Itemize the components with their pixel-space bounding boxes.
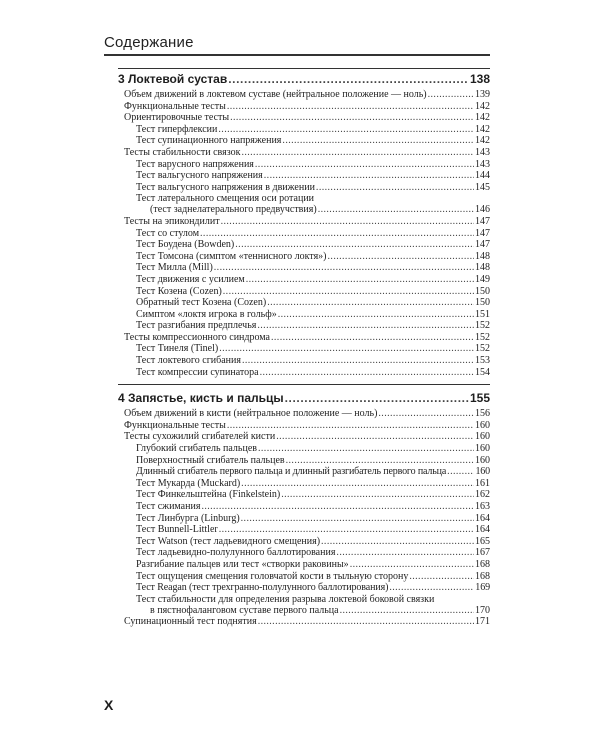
toc-entry[interactable]: [118, 320, 490, 332]
toc-entry-page: 152: [475, 320, 490, 332]
toc-entry-page: 148: [475, 250, 490, 262]
toc-entry-text: Супинационный тест поднятия: [124, 616, 257, 628]
toc-entry-text: Тест движения с усилием: [136, 273, 245, 285]
toc-entry-page: 152: [475, 343, 490, 355]
toc-entry[interactable]: [118, 478, 490, 490]
toc-entry[interactable]: [118, 239, 490, 251]
toc-entry-text: Тест со стулом: [136, 227, 200, 239]
table-of-contents: [118, 68, 490, 628]
chapter-3-top-rule: [118, 68, 490, 69]
toc-entry-multiline[interactable]: [118, 193, 490, 216]
toc-entry[interactable]: [118, 466, 490, 478]
toc-entry-page: 142: [475, 112, 490, 124]
toc-entry-text: Объем движений в кисти (нейтральное положение — ноль): [124, 408, 378, 420]
toc-entry-text: Тесты на эпикондилит: [124, 215, 220, 227]
toc-entry[interactable]: [118, 343, 490, 355]
toc-entry-page: 169: [475, 582, 490, 594]
toc-entry-page: 142: [475, 100, 490, 112]
toc-entry-text: Тест Финкельштейна (Finkelstein): [136, 489, 281, 501]
toc-entry[interactable]: [118, 170, 490, 182]
toc-entry-page: 147: [475, 227, 490, 239]
toc-entry-page: 153: [475, 355, 490, 367]
header-rule: [104, 54, 490, 56]
toc-entry-text: Тест Козена (Cozen): [136, 285, 222, 297]
toc-entry[interactable]: [118, 547, 490, 559]
toc-entry-text: Тест Bunnell-Littler: [136, 524, 218, 536]
toc-entry-page: 162: [475, 489, 490, 501]
toc-entry-page: 148: [475, 262, 490, 274]
toc-entry-page: 147: [475, 239, 490, 251]
toc-entry[interactable]: [118, 89, 490, 101]
toc-entry-text: Объем движений в локтевом суставе (нейтральное положение — ноль): [124, 89, 427, 100]
toc-entry[interactable]: [118, 420, 490, 432]
toc-entry-text: Длинный сгибатель первого пальца и длинный разгибатель первого пальца: [136, 466, 447, 478]
toc-entry[interactable]: [118, 489, 490, 501]
toc-entry-multiline[interactable]: [118, 594, 490, 617]
toc-entry-page: 161: [475, 477, 490, 489]
toc-entry-page: 146: [475, 204, 490, 216]
toc-entry[interactable]: [118, 524, 490, 536]
toc-entry-page: 160: [475, 419, 490, 431]
toc-entry[interactable]: [118, 274, 490, 286]
toc-entry-page: 156: [475, 408, 490, 420]
toc-entry[interactable]: [118, 431, 490, 443]
chapter-4-title: 4 Запястье, кисть и пальцы: [118, 391, 284, 406]
toc-entry[interactable]: [118, 135, 490, 147]
toc-entry[interactable]: [118, 501, 490, 513]
toc-entry-text: Глубокий сгибатель пальцев: [136, 443, 257, 455]
toc-entry-page: 160: [475, 443, 490, 455]
toc-entry-text-continued: (тест заднелатерального предвучствия): [150, 204, 317, 216]
toc-entry-text: Тест Боудена (Bowden): [136, 239, 235, 251]
toc-entry-text: Тесты компрессионного синдрома: [124, 331, 270, 343]
toc-entry-text: Тест локтевого сгибания: [136, 355, 241, 367]
toc-entry[interactable]: [118, 159, 490, 171]
toc-entry-page: 167: [475, 547, 490, 559]
toc-entry[interactable]: [118, 251, 490, 263]
toc-entry-text: Тест Watson (тест ладьевидного смещения): [136, 535, 321, 547]
toc-entry-page: 165: [475, 535, 490, 547]
page-header-title: Содержание: [104, 34, 194, 51]
chapter-3-page: 138: [469, 72, 490, 86]
toc-entry-text: Тест Reagan (тест трехгранно-полулунного баллотирования): [136, 582, 389, 594]
toc-entry-text: Обратный тест Козена (Cozen): [136, 297, 267, 309]
toc-entry-text: Тест Милла (Mill): [136, 262, 213, 274]
toc-entry[interactable]: [118, 332, 490, 344]
toc-entry[interactable]: [118, 216, 490, 228]
toc-entry-page: 147: [475, 215, 490, 227]
toc-entry-page: 154: [475, 366, 490, 378]
toc-entry-page: 144: [475, 170, 490, 182]
toc-entry-text: Тест варусного напряжения: [136, 158, 254, 170]
toc-entry-page: 150: [475, 297, 490, 309]
toc-entry-text: Тест Линбурга (Linburg): [136, 512, 240, 524]
toc-entry-page: 160: [475, 431, 490, 443]
toc-entry-text: Тесты сухожилий сгибателей кисти: [124, 431, 276, 443]
toc-entry-text: Тест Тинеля (Tinel): [136, 343, 219, 355]
toc-entry-page: 143: [475, 146, 490, 158]
chapter-3-title: 3 Локтевой сустав: [118, 72, 228, 86]
toc-entry-page: 168: [475, 570, 490, 582]
toc-entry[interactable]: [118, 182, 490, 194]
toc-entry-page: 160: [475, 466, 490, 478]
toc-entry-text: Тесты стабильности связок: [124, 146, 241, 158]
toc-entry-page: 164: [475, 524, 490, 536]
toc-entry-page: 160: [475, 454, 490, 466]
chapter-4-heading[interactable]: [118, 391, 490, 406]
toc-entry[interactable]: [118, 101, 490, 113]
toc-entry-text: Функциональные тесты: [124, 100, 226, 112]
toc-entry[interactable]: [118, 536, 490, 548]
toc-entry[interactable]: [118, 286, 490, 298]
toc-entry[interactable]: [118, 228, 490, 240]
chapter-4-page: 155: [469, 391, 490, 406]
toc-entry[interactable]: [118, 559, 490, 571]
toc-entry-text: Тест компрессии супинатора: [136, 366, 259, 378]
toc-entry-text: Тест ощущения смещения головчатой кости в тыльную сторону: [136, 570, 409, 582]
toc-entry-text-continued: в пястнофаланговом суставе первого пальца: [150, 604, 339, 616]
toc-entry[interactable]: [118, 147, 490, 159]
toc-entry[interactable]: [118, 124, 490, 136]
toc-entry-page: 164: [475, 512, 490, 524]
toc-entry[interactable]: [118, 262, 490, 274]
toc-entry-text: Поверхностный сгибатель пальцев: [136, 454, 285, 466]
toc-entry-page: 145: [475, 181, 490, 193]
toc-entry-page: 168: [475, 558, 490, 570]
toc-entry[interactable]: [118, 571, 490, 583]
toc-entry[interactable]: [118, 513, 490, 525]
page-number: X: [104, 697, 114, 713]
toc-entry[interactable]: [118, 408, 490, 420]
chapter-separator-rule: [118, 384, 490, 385]
toc-entry-page: 139: [475, 89, 490, 100]
toc-entry-text: Тест Мукарда (Muckard): [136, 477, 241, 489]
chapter-3-heading[interactable]: [118, 72, 490, 87]
toc-entry-text: Симптом «локтя игрока в гольф»: [136, 308, 277, 320]
toc-entry-text: Ориентировочные тесты: [124, 112, 230, 124]
toc-entry-page: 149: [475, 273, 490, 285]
toc-entry-text: Функциональные тесты: [124, 419, 226, 431]
toc-entry-page: 143: [475, 158, 490, 170]
toc-entry[interactable]: [118, 355, 490, 367]
toc-entry-page: 171: [475, 616, 490, 628]
toc-entry-text: Тест ладьевидно-полулунного баллотирования: [136, 547, 336, 559]
toc-entry-page: 150: [475, 285, 490, 297]
toc-entry-text: Тест супинационного напряжения: [136, 135, 282, 147]
toc-entry-text: Тест стабильности для определения разрыва локтевой боковой связки: [136, 593, 435, 605]
toc-entry-page: 152: [475, 331, 490, 343]
toc-entry-text: Тест вальгусного напряжения в движении: [136, 181, 315, 193]
toc-entry[interactable]: [118, 616, 490, 628]
toc-entry[interactable]: [118, 367, 490, 379]
toc-entry[interactable]: [118, 443, 490, 455]
toc-entry[interactable]: [118, 309, 490, 321]
toc-entry-text: Тест разгибания предплечья: [136, 320, 257, 332]
toc-entry[interactable]: [118, 297, 490, 309]
toc-entry-text: Тест Томсона (симптом «теннисного локтя»): [136, 250, 327, 262]
toc-entry[interactable]: [118, 582, 490, 594]
toc-entry[interactable]: [118, 455, 490, 467]
toc-entry-page: 163: [475, 501, 490, 512]
toc-entry-page: 170: [475, 604, 490, 616]
toc-entry-page: 142: [475, 135, 490, 147]
toc-entry-text: Тест вальгусного напряжения: [136, 170, 263, 182]
toc-entry-page: 142: [475, 123, 490, 135]
toc-entry[interactable]: [118, 112, 490, 124]
toc-entry-page: 151: [475, 308, 490, 320]
toc-entry-text: Тест латерального смещения оси ротации: [136, 193, 315, 205]
toc-entry-text: Тест гиперфлексии: [136, 123, 218, 135]
toc-entry-text: Разгибание пальцев или тест «створки раковины»: [136, 558, 349, 570]
toc-entry-text: Тест сжимания: [136, 501, 201, 512]
